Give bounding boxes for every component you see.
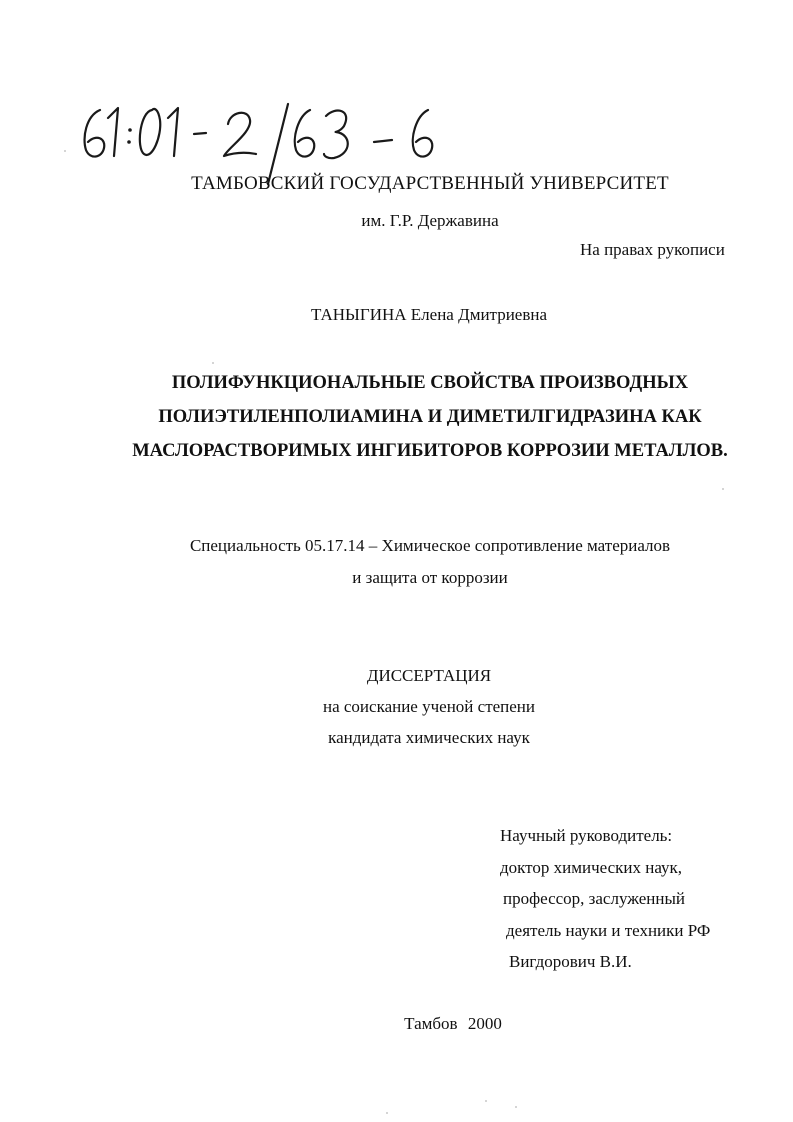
dissertation-title	[0, 366, 793, 468]
degree-statement	[0, 660, 793, 753]
university-name: ТАМБОВСКИЙ ГОСУДАРСТВЕННЫЙ УНИВЕРСИТЕТ	[191, 173, 669, 194]
city-and-year: Тамбов 2000	[404, 1014, 502, 1033]
scan-speck	[722, 488, 724, 490]
specialty	[0, 530, 793, 594]
advisor-title: профессор, заслуженный	[503, 889, 686, 908]
advisor-degree: доктор химических наук,	[500, 857, 683, 877]
scan-speck	[386, 1112, 388, 1114]
specialty-line: Специальность 05.17.14 – Химическое сопротивление материалов	[189, 536, 671, 555]
rights-notice: На правах рукописи	[580, 240, 725, 259]
title-line: МАСЛОРАСТВОРИМЫХ ИНГИБИТОРОВ КОРРОЗИИ МЕТАЛЛОВ.	[132, 441, 728, 461]
advisor-heading: Научный руководитель:	[500, 826, 673, 845]
document-type: ДИССЕРТАЦИЯ	[366, 666, 492, 685]
scientific-advisor	[500, 820, 710, 978]
scan-speck	[515, 1106, 517, 1108]
degree-line: на соискание ученой степени	[322, 697, 536, 716]
advisor-honor: деятель науки и техники РФ	[506, 920, 711, 940]
author-name: ТАНЫГИНА Елена Дмитриевна	[310, 305, 548, 324]
scan-speck	[212, 362, 214, 364]
title-line: ПОЛИФУНКЦИОНАЛЬНЫЕ СВОЙСТВА ПРОИЗВОДНЫХ	[171, 373, 689, 393]
advisor-name: Вигдорович В.И.	[509, 952, 632, 971]
scan-speck	[485, 1100, 487, 1102]
university-named-after: им. Г.Р. Державина	[361, 211, 499, 230]
title-line: ПОЛИЭТИЛЕНПОЛИАМИНА И ДИМЕТИЛГИДРАЗИНА КАК	[158, 407, 702, 427]
specialty-line: и защита от коррозии	[352, 568, 508, 587]
degree-line: кандидата химических наук	[328, 728, 530, 747]
scan-speck	[64, 150, 66, 152]
